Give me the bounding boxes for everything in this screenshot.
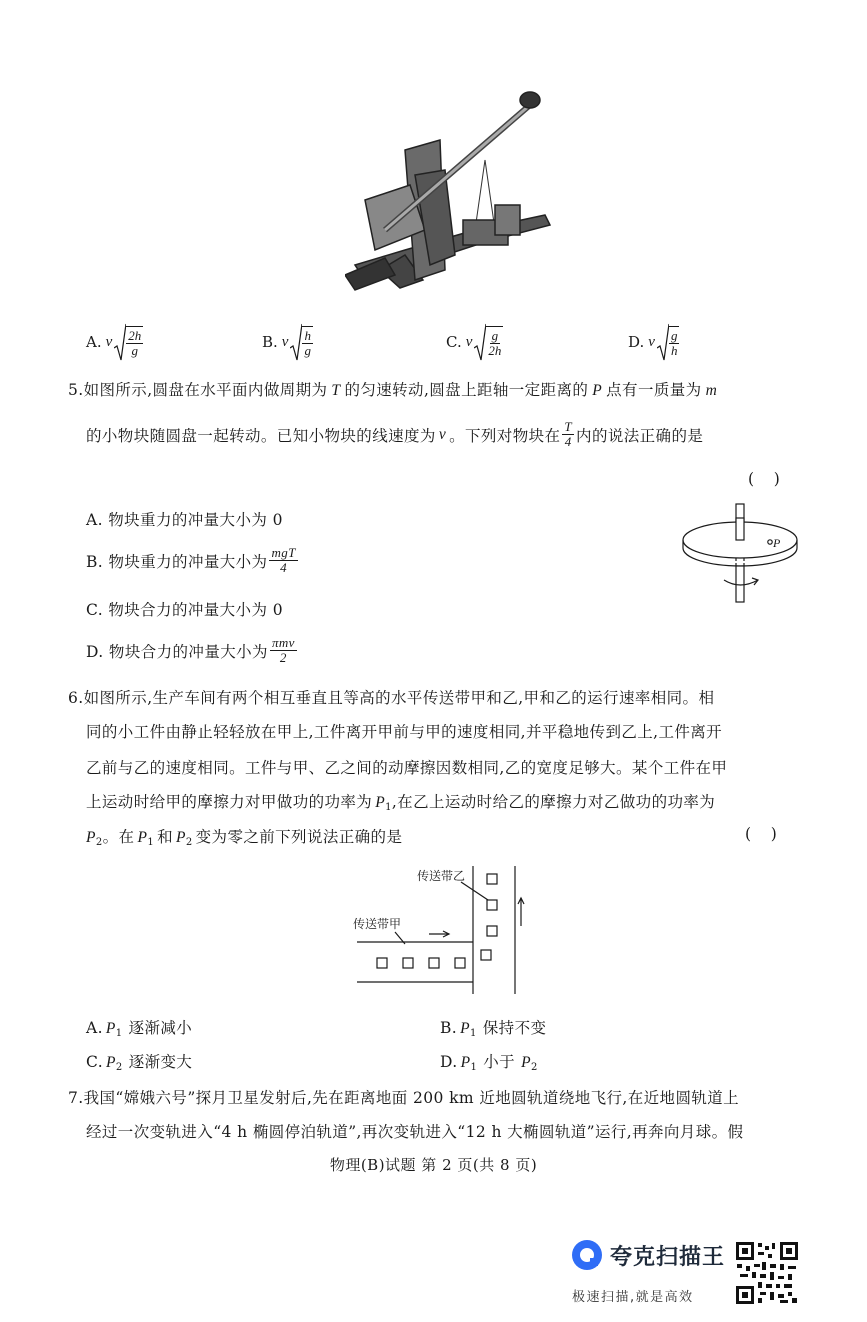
q6-stem-line4: 上运动时给甲的摩擦力对甲做功的功率为 $P_1$,在乙上运动时给乙的摩擦力对乙做功的功率为: [86, 793, 716, 813]
q7-stem-line2: 经过一次变轨进入“4 h 椭圆停泊轨道”,再次变轨进入“12 h 大椭圆轨道”运行,再奔向月球。假: [86, 1123, 744, 1141]
q4-option-a[interactable]: [86, 322, 143, 362]
q6-option-d[interactable]: D. $P_1$ 小于 $P_2$: [440, 1053, 538, 1073]
qr-code-icon: [734, 1240, 800, 1306]
q6-stem-line2: 同的小工件由静止轻轻放在甲上,工件离开甲前与甲的速度相同,并平稳地传到乙上,工件离开: [86, 723, 723, 741]
q6-stem-line1: 6.如图所示,生产车间有两个相互垂直且等高的水平传送带甲和乙,甲和乙的运行速率相同。相: [68, 689, 715, 707]
q6-option-c[interactable]: C. $P_2$ 逐渐变大: [86, 1053, 193, 1073]
q5-stem-line1: 5.如图所示,圆盘在水平面内做周期为 T 的匀速转动,圆盘上距轴一定距离的 P 点有一质量为 m: [68, 381, 718, 399]
rotating-disk-diagram: [678, 500, 808, 608]
q6-option-a[interactable]: A. $P_1$ 逐渐减小: [86, 1019, 193, 1039]
q5-option-a[interactable]: A. 物块重力的冲量大小为 0: [86, 511, 283, 529]
q7-stem-line1: 7.我国“嫦娥六号”探月卫星发射后,先在距离地面 200 km 近地圆轨道绕地飞行,在近地圆轨道上: [68, 1089, 740, 1107]
q4-option-letter: A.: [86, 333, 102, 351]
scanner-brand: [570, 1238, 725, 1272]
scanner-brand-name: 夸克扫描王: [610, 1244, 726, 1270]
q4-frac-num: h: [304, 328, 311, 343]
q5-option-d[interactable]: D. 物块合力的冲量大小为 $\frac{\text{πmv}}{2}$: [86, 635, 295, 665]
scanner-logo-icon: [570, 1238, 604, 1272]
disk-point-label: P: [773, 536, 781, 550]
q5-answer-paren[interactable]: ( ): [748, 470, 780, 488]
q6-stem-line5: $P_2$。在 $P_1$ 和 $P_2$ 变为零之前下列说法正确的是: [86, 828, 403, 848]
q5-option-b[interactable]: B. 物块重力的冲量大小为 $\frac{\text{mgT}}{4}$: [86, 545, 296, 575]
q6-answer-paren[interactable]: ( ): [745, 825, 777, 843]
sqrt-symbol: [290, 322, 313, 362]
sqrt-symbol: [474, 322, 503, 362]
q4-option-d[interactable]: [628, 322, 679, 362]
q4-option-var: v: [465, 333, 473, 350]
q6-option-b[interactable]: B. $P_1$ 保持不变: [440, 1019, 547, 1039]
q4-frac-den: g: [131, 343, 139, 358]
q4-frac-num: g: [670, 328, 678, 343]
scanner-slogan: 极速扫描,就是高效: [572, 1290, 694, 1305]
q4-option-letter: C.: [446, 333, 462, 351]
conveyor-belt-diagram: [345, 862, 525, 997]
sqrt-symbol: [657, 322, 680, 362]
q5-option-c[interactable]: C. 物块合力的冲量大小为 0: [86, 601, 283, 619]
q6-stem-line3: 乙前与乙的速度相同。工件与甲、乙之间的动摩擦因数相同,乙的宽度足够大。某个工件在甲: [86, 759, 728, 777]
catapult-illustration: [345, 80, 560, 295]
q4-option-var: v: [648, 333, 655, 350]
q4-option-c[interactable]: [446, 322, 503, 362]
q4-option-var: v: [281, 333, 289, 350]
q4-option-b[interactable]: [262, 322, 313, 362]
q4-frac-den: g: [304, 343, 311, 358]
q4-option-var: v: [105, 333, 113, 350]
belt-b-label: 传送带乙: [417, 869, 466, 883]
sqrt-symbol: [114, 322, 143, 362]
q5-stem-line2: 的小物块随圆盘一起转动。已知小物块的线速度为 v 。下列对物块在 $\frac{T}{4}$ 内的说法正确的是: [86, 419, 704, 449]
q4-option-letter: B.: [262, 333, 278, 351]
page-footer: 物理(B)试题 第 2 页(共 8 页): [329, 1156, 538, 1174]
q4-frac-den: 2h: [488, 343, 502, 358]
q4-frac-den: h: [670, 343, 678, 358]
q4-frac-num: 2h: [128, 328, 142, 343]
belt-a-label: 传送带甲: [353, 917, 402, 931]
q4-option-letter: D.: [628, 333, 645, 351]
q4-frac-num: g: [491, 328, 499, 343]
